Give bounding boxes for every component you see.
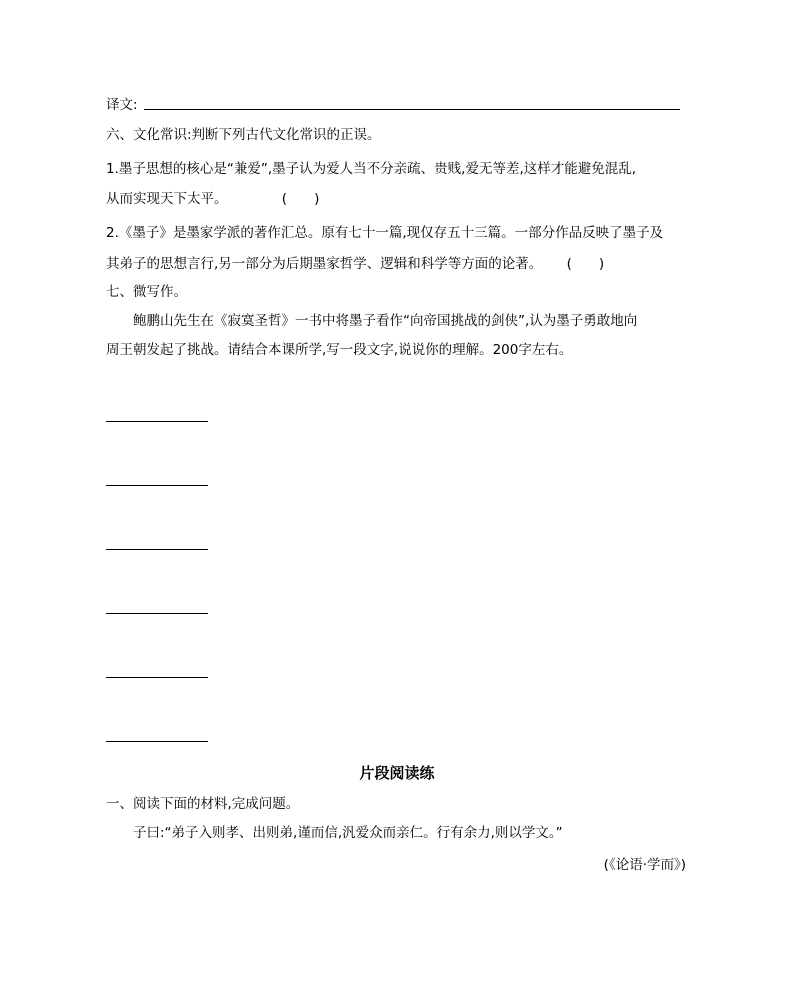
section6-item1-line2 [106,190,319,208]
translation-answer-line[interactable] [144,109,680,110]
writing-answer-line[interactable] [106,485,208,486]
translation-label: 译文: [106,97,138,113]
section7-heading: 七、微写作。 [106,284,187,300]
reading-quote: 子曰:“弟子入则孝、出则弟,谨而信,汎爱众而亲仁。行有余力,则以学文。” [133,825,563,841]
reading-section-title: 片段阅读练 [359,764,435,782]
section6-heading: 六、文化常识:判断下列古代文化常识的正误。 [106,127,381,143]
reading-quote-source: (《论语·学而》) [603,857,686,873]
section7-prompt-line1: 鲍鹏山先生在《寂寞圣哲》一书中将墨子看作“向帝国挑战的剑侠”,认为墨子勇敢地向 [133,313,638,329]
section6-item2-line1: 2.《墨子》是墨家学派的著作汇总。原有七十一篇,现仅存五十三篇。一部分作品反映了墨子及 [106,225,664,241]
writing-answer-line[interactable] [106,549,208,550]
writing-answer-line[interactable] [106,613,208,614]
section6-item2-line2-text: 其弟子的思想言行,另一部分为后期墨家哲学、逻辑和科学等方面的论著。 [106,256,543,272]
reading-q1-heading: 一、阅读下面的材料,完成问题。 [106,796,300,812]
section6-item1-answer-bracket[interactable]: ( ) [281,191,320,207]
writing-answer-line[interactable] [106,741,208,742]
section6-item2-line2 [106,255,604,273]
section6-item2-answer-bracket[interactable]: ( ) [566,256,605,272]
section6-item1-line1: 1.墨子思想的核心是“兼爱”,墨子认为爱人当不分亲疏、贵贱,爱无等差,这样才能避免混乱, [106,161,637,177]
writing-answer-line[interactable] [106,677,208,678]
section6-item1-line2-text: 从而实现天下太平。 [106,191,228,207]
section7-prompt-line2: 周王朝发起了挑战。请结合本课所学,写一段文字,说说你的理解。200字左右。 [106,342,573,358]
writing-answer-line[interactable] [106,421,208,422]
